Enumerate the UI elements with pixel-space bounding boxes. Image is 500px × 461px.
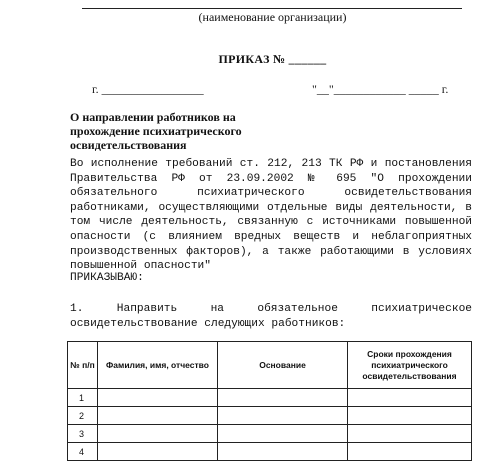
column-header-name: Фамилия, имя, отчество [98,342,218,389]
name-cell[interactable] [98,389,218,407]
employees-table [67,341,472,461]
term-cell[interactable] [348,407,472,425]
table-row [68,443,472,461]
column-header-basis: Основание [218,342,348,389]
order-subject-line: освидетельствования [70,138,187,152]
column-header-number: № п/п [68,342,98,389]
order-heading: ПРИКАЗЫВАЮ: [70,272,144,284]
order-subject-line: прохождение психиатрического [70,124,242,138]
term-cell[interactable] [348,443,472,461]
name-cell[interactable] [98,407,218,425]
organization-name-line [82,8,462,9]
table-row [68,389,472,407]
basis-cell[interactable] [218,389,348,407]
order-item-1: 1. Направить на обязательное психиатрическое освидетельствование следующих работников: [70,303,472,330]
document-title: ПРИКАЗ № ______ [218,52,327,66]
date-field: "__"____________ _____ г. [312,82,449,96]
order-subject-line: О направлении работников на [70,110,236,124]
order-subject [70,110,310,152]
city-field: г. _________________ [92,82,204,96]
name-cell[interactable] [98,425,218,443]
row-number: 4 [68,443,98,461]
legal-basis-paragraph: Во исполнение требований ст. 212, 213 ТК РФ и постановления Правительства РФ от 23.09.2002 № 695 "О прохождении обязательного психиатрического освидетельствования работниками, осуществляющими отдельные виды деятельности, в том числе деятельность, связанную с источниками повышенной опасности (с влиянием вредных веществ и неблагоприятных производственных факторов), а также работающими в условиях повышенной опасности" [70,158,472,273]
term-cell[interactable] [348,425,472,443]
basis-cell[interactable] [218,407,348,425]
basis-cell[interactable] [218,425,348,443]
table-header-row [68,342,472,389]
term-cell[interactable] [348,389,472,407]
name-cell[interactable] [98,443,218,461]
table-row [68,407,472,425]
row-number: 3 [68,425,98,443]
row-number: 1 [68,389,98,407]
table-row [68,425,472,443]
basis-cell[interactable] [218,443,348,461]
organization-label: (наименование организации) [198,10,347,24]
column-header-term: Сроки прохождения психиатрического освидетельствования [348,342,472,389]
row-number: 2 [68,407,98,425]
